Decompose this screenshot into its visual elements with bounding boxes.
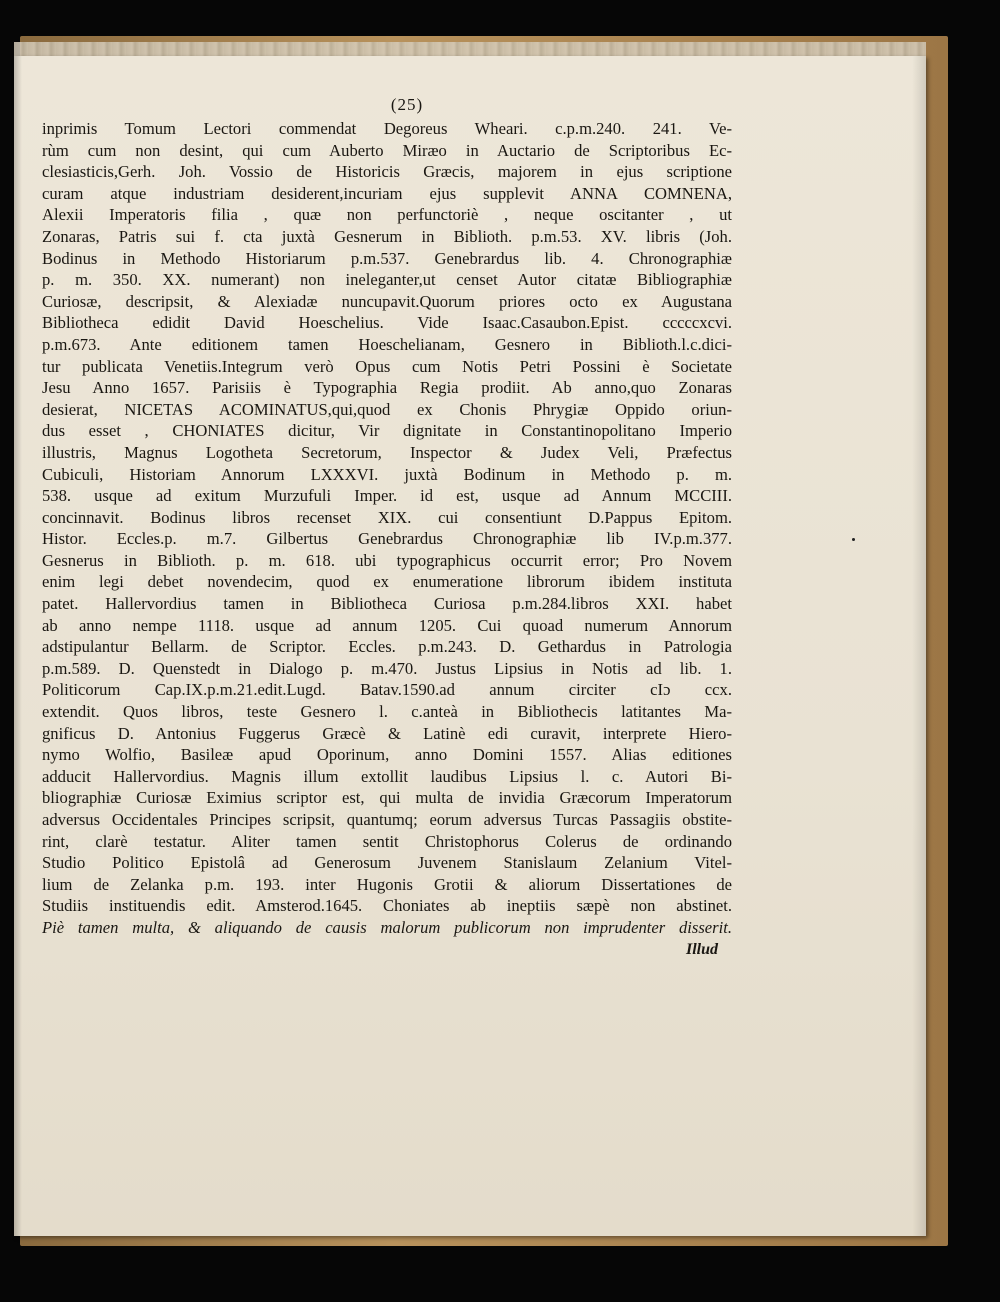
- text-line: nymo Wolfio, Basileæ apud Oporinum, anno Domini 1557. Alias editiones: [42, 745, 732, 765]
- text-line: p. m. 350. XX. numerant) non ineleganter,ut censet Autor citatæ Bibliographiæ: [42, 270, 732, 290]
- text-line: Studiis instituendis edit. Amsterod.1645. Choniates ab ineptiis sæpè non abstinet.: [42, 896, 732, 916]
- text-line: gnificus D. Antonius Fuggerus Græcè & Latinè edi curavit, interprete Hiero-: [42, 723, 732, 743]
- text-line: curam atque industriam desiderent,incuriam ejus supplevit ANNA COMNENA,: [42, 183, 732, 203]
- text-line: rùm cum non desint, qui cum Auberto Miræo in Auctario de Scriptoribus Ec-: [42, 140, 732, 160]
- text-line: rint, clarè testatur. Aliter tamen sentit Christophorus Colerus de ordinando: [42, 831, 732, 851]
- text-line: inprimis Tomum Lectori commendat Degoreus Wheari. c.p.m.240. 241. Ve-: [42, 119, 732, 138]
- text-line: Piè tamen multa, & aliquando de causis malorum publicorum non imprudenter disserit.: [42, 917, 732, 937]
- page-number: (25): [390, 95, 424, 114]
- text-line: Gesnerus in Biblioth. p. m. 618. ubi typographicus occurrit error; Pro Novem: [42, 550, 732, 570]
- text-line: p.m.673. Ante editionem tamen Hoeschelianam, Gesnero in Biblioth.l.c.dici-: [42, 334, 732, 354]
- text-line: adducit Hallervordius. Magnis illum extollit laudibus Lipsius l. c. Autori Bi-: [42, 766, 732, 786]
- page-edge-shadow: [912, 56, 926, 1236]
- text-line: Histor. Eccles.p. m.7. Gilbertus Genebrardus Chronographiæ lib IV.p.m.377.: [42, 529, 732, 549]
- text-line: Politicorum Cap.IX.p.m.21.edit.Lugd. Batav.1590.ad annum circiter cIɔ ccx.: [42, 680, 732, 700]
- text-line: bliographiæ Curiosæ Eximius scriptor est, qui multa de invidia Græcorum Imperatorum: [42, 788, 732, 808]
- text-line: lium de Zelanka p.m. 193. inter Hugonis Grotii & aliorum Dissertationes de: [42, 874, 732, 894]
- text-line: Bibliotheca edidit David Hoeschelius. Vide Isaac.Casaubon.Epist. cccccxcvi.: [42, 313, 732, 333]
- text-line: extendit. Quos libros, teste Gesnero l. c.anteà in Bibliothecis latitantes Ma-: [42, 702, 732, 722]
- text-line: Studio Politico Epistolâ ad Generosum Juvenem Stanislaum Zelanium Vitel-: [42, 853, 732, 873]
- text-line: p.m.589. D. Quenstedt in Dialogo p. m.470. Justus Lipsius in Notis ad lib. 1.: [42, 658, 732, 678]
- text-line: illustris, Magnus Logotheta Secretorum, Inspector & Judex Veli, Præfectus: [42, 442, 732, 462]
- catchword: Illud: [685, 940, 718, 958]
- text-line: patet. Hallervordius tamen in Bibliotheca Curiosa p.m.284.libros XXI. habet: [42, 594, 732, 614]
- ink-speck: [852, 538, 855, 541]
- text-line: desierat, NICETAS ACOMINATUS,qui,quod ex Chonis Phrygiæ Oppido oriun-: [42, 399, 732, 419]
- text-line: Curiosæ, descripsit, & Alexiadæ nuncupavit.Quorum priores octo ex Augustana: [42, 291, 732, 311]
- text-line: Alexii Imperatoris filia , quæ non perfunctoriè , neque oscitanter , ut: [42, 205, 732, 225]
- text-line: concinnavit. Bodinus libros recenset XIX. cui consentiunt D.Pappus Epitom.: [42, 507, 732, 527]
- page-gutter-shadow: [14, 56, 22, 1236]
- text-line: dus esset , CHONIATES dicitur, Vir dignitate in Constantinopolitano Imperio: [42, 421, 732, 441]
- text-line: 538. usque ad exitum Murzufuli Imper. id est, usque ad Annum MCCIII.: [42, 486, 732, 506]
- page-text-block: [42, 92, 732, 961]
- text-line: adstipulantur Bellarm. de Scriptor. Eccles. p.m.243. D. Gethardus in Patrologia: [42, 637, 732, 657]
- text-line: Zonaras, Patris sui f. cta juxtà Gesnerum in Biblioth. p.m.53. XV. libris (Joh.: [42, 226, 732, 246]
- text-line: clesiasticis,Gerh. Joh. Vossio de Historicis Græcis, majorem in ejus scriptione: [42, 162, 732, 182]
- text-line: enim legi debet novendecim, quod ex enumeratione librorum ibidem instituta: [42, 572, 732, 592]
- text-line: ab anno nempe 1118. usque ad annum 1205. Cui quoad numerum Annorum: [42, 615, 732, 635]
- text-line: Bodinus in Methodo Historiarum p.m.537. Genebrardus lib. 4. Chronographiæ: [42, 248, 732, 268]
- text-line: Jesu Anno 1657. Parisiis è Typographia Regia prodiit. Ab anno,quo Zonaras: [42, 378, 732, 398]
- text-line: Cubiculi, Historiam Annorum LXXXVI. juxtà Bodinum in Methodo p. m.: [42, 464, 732, 484]
- text-line: adversus Occidentales Principes scripsit, quantumq; eorum adversus Turcas Passagiis obstite-: [42, 810, 732, 829]
- text-line: tur publicata Venetiis.Integrum verò Opus cum Notis Petri Possini è Societate: [42, 356, 732, 376]
